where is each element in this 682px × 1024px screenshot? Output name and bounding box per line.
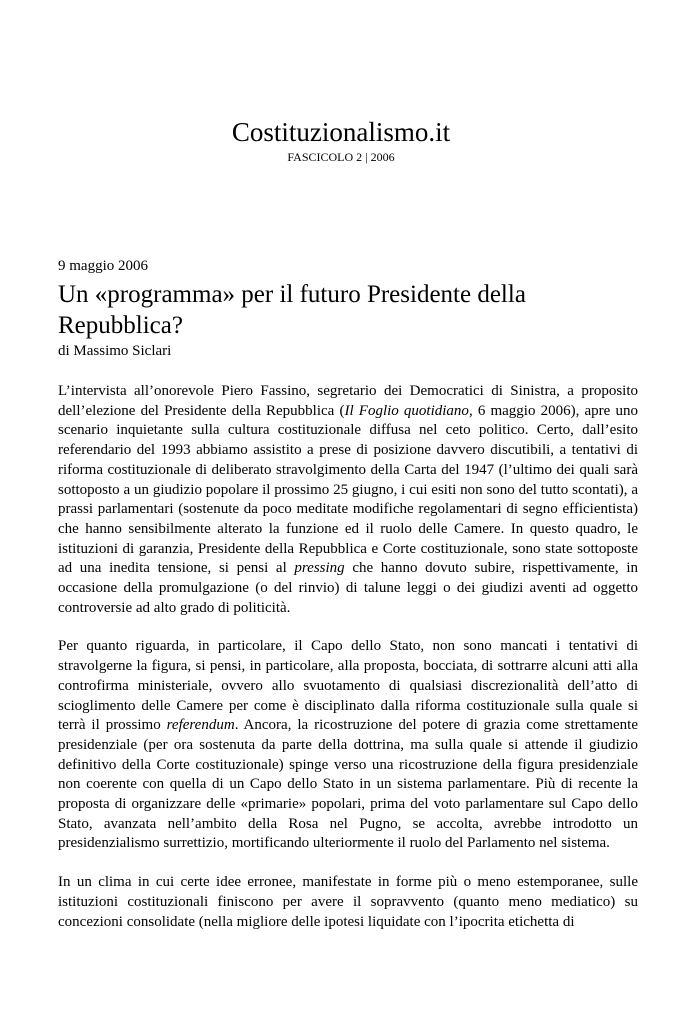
paragraph-2-text-a: Per quanto riguarda, in particolare, il Capo dello Stato, non sono mancati i tentativi di stravolgerne la figura, si pensi, in particolare, alla proposta, bocciata, di sottrarre alcuni atti alla controfirma ministeriale, ovvero allo svuotamento di qualsiasi discrezionalità dell’atto di scioglimento delle Camere per come è disciplinato dalla riforma costituzionale sulla quale si terrà il prossimo xyxy=(58,638,638,734)
paragraph-2 xyxy=(58,637,638,854)
article xyxy=(58,257,638,951)
paragraph-1-text-c: che hanno dovuto subire, rispettivamente, in occasione della promulgazione (o del rinvio) di talune leggi o dei giudizi aventi ad oggetto controversie ad alto grado di politicità. xyxy=(58,560,638,616)
paragraph-1-italic-b: pressing xyxy=(294,560,345,577)
article-title: Un «programma» per il futuro Presidente della Repubblica? xyxy=(58,281,526,339)
paragraph-3 xyxy=(58,873,638,932)
paragraph-1 xyxy=(58,382,638,618)
paragraph-1-text-a: L’intervista all’onorevole Piero Fassino, segretario dei Democratici di Sinistra, a proposito dell’elezione del Presidente della Repubblica ( xyxy=(58,383,638,419)
issue-label: FASCICOLO 2 | 2006 xyxy=(287,150,395,164)
article-date: 9 maggio 2006 xyxy=(58,258,148,274)
paragraph-2-text-b: . Ancora, la ricostruzione del potere di grazia come strettamente presidenziale (per ora sostenuta da parte della dottrina, ma sulla quale si attende il giudizio definitivo della Corte costituzionale) spinge verso una ricostruzione della figura presidenziale non coerente con quella di un Capo dello Stato in un sistema parlamentare. Più di recente la proposta di organizzare delle «primarie» popolari, prima del voto parlamentare sul Capo dello Stato, avanzata nell’ambito della Rosa nel Pugno, se accolta, avrebbe introdotto un presidenzialismo surrettizio, mortificando ulteriormente il ruolo del Parlamento nel sistema. xyxy=(58,717,638,852)
masthead xyxy=(0,116,682,164)
article-author: di Massimo Siclari xyxy=(58,343,172,359)
site-title: Costituzionalismo.it xyxy=(231,117,451,147)
paragraph-1-italic-a: Il Foglio quotidiano xyxy=(344,402,469,419)
paragraph-2-italic-a: referendum xyxy=(166,717,235,734)
paragraph-3-text-a: In un clima in cui certe idee erronee, manifestate in forme più o meno estemporanee, sulle istituzioni costituzionali finiscono per avere il sopravvento (quanto meno mediatico) su concezioni consolidate (nella migliore delle ipotesi liquidate con l’ipocrita etichetta di xyxy=(58,874,638,930)
paragraph-1-text-b: , 6 maggio 2006), apre uno scenario inquietante sulla cultura costituzionale diffusa nel ceto politico. Certo, dall’esito referendario del 1993 abbiamo assistito a prese di posizione davvero discutibili, a tentativi di riforma costituzionale di deliberato stravolgimento della Carta del 1947 (l’ultimo dei quali sarà sottoposto a un giudizio popolare il prossimo 25 giugno, i cui esiti non sono del tutto scontati), a prassi parlamentari (sostenute da poco meditate modifiche regolamentari di segno efficientista) che hanno sensibilmente alterato la funzione ed il ruolo delle Camere. In questo quadro, le istituzioni di garanzia, Presidente della Repubblica e Corte costituzionale, sono state sottoposte ad una inedita tensione, si pensi al xyxy=(58,402,638,577)
article-body xyxy=(58,382,638,932)
